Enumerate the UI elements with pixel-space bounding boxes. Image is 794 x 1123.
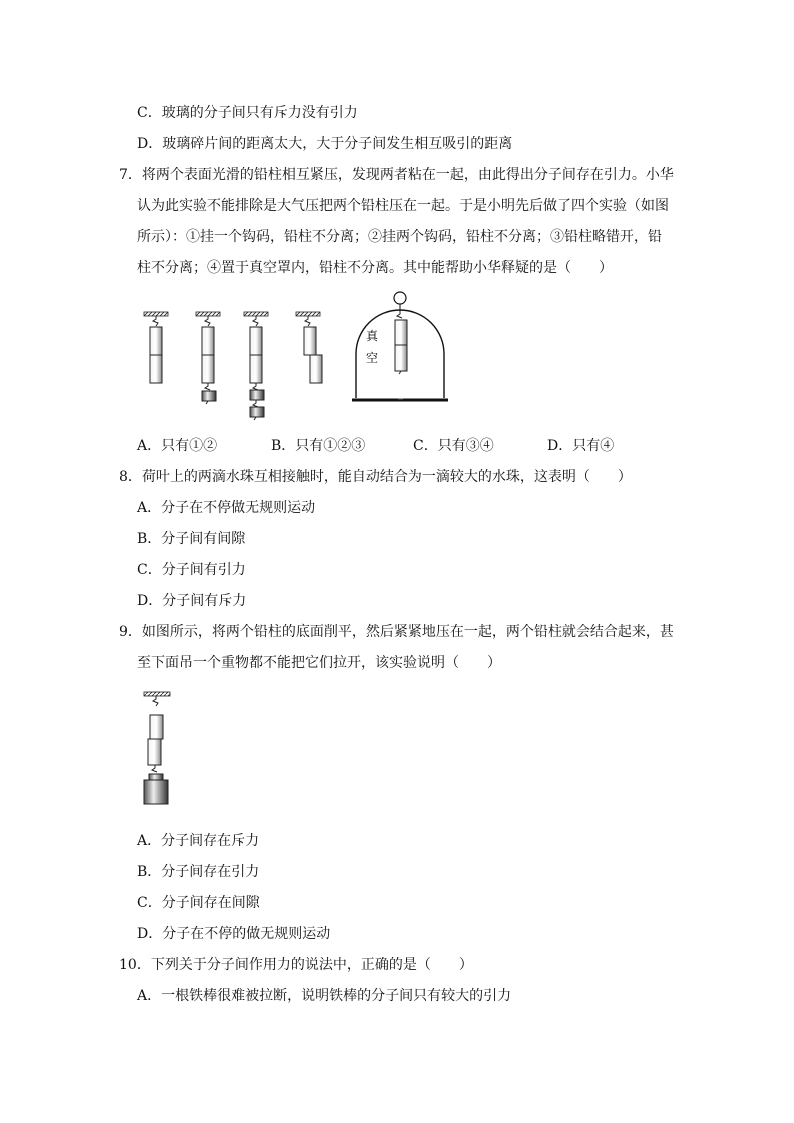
q10-option-a: A．一根铁棒很难被拉断，说明铁棒的分子间只有较大的引力 bbox=[137, 988, 512, 1004]
q9-option-b: B．分子间存在引力 bbox=[137, 864, 260, 880]
q9-option-c: C．分子间存在间隙 bbox=[137, 895, 260, 911]
q7-option-a: A．只有①② bbox=[137, 438, 218, 454]
vacuum-label-bottom: 空 bbox=[366, 351, 379, 365]
experiment-4 bbox=[296, 312, 322, 383]
q8-option-b: B．分子间有间隙 bbox=[137, 531, 246, 547]
q9-stem-line1: 9．如图所示，将两个铅柱的底面削平，然后紧紧地压在一起，两个铅柱就会结合起来，甚 bbox=[119, 624, 674, 640]
q7-stem-line4: 柱不分离；④置于真空罩内，铅柱不分离。其中能帮助小华释疑的是（ ） bbox=[137, 260, 613, 276]
q7-option-c: C．只有③④ bbox=[413, 438, 494, 454]
vacuum-label-top: 真 bbox=[366, 329, 379, 343]
q8-option-c: C．分子间有引力 bbox=[137, 562, 246, 578]
experiment-3 bbox=[244, 312, 268, 420]
q9-stem-line2: 至下面吊一个重物都不能把它们拉开，该实验说明（ ） bbox=[137, 655, 501, 671]
q6-option-c: C．玻璃的分子间只有斥力没有引力 bbox=[137, 105, 358, 121]
experiment-2 bbox=[196, 312, 220, 404]
q7-figure bbox=[140, 288, 460, 428]
q7-stem-line2: 认为此实验不能排除是大气压把两个铅柱压在一起。于是小明先后做了四个实验（如图 bbox=[137, 198, 669, 214]
q7-stem-line3: 所示）：①挂一个钩码，铅柱不分离；②挂两个钩码，铅柱不分离；③铅柱略错开，铅 bbox=[137, 229, 662, 245]
q9-figure bbox=[138, 690, 178, 810]
q9-option-d: D．分子在不停的做无规则运动 bbox=[137, 926, 331, 942]
q7-stem-line1: 7．将两个表面光滑的铅柱相互紧压，发现两者粘在一起，由此得出分子间存在引力。小华 bbox=[119, 167, 674, 183]
q8-option-d: D．分子间有斥力 bbox=[137, 593, 247, 609]
q8-stem: 8．荷叶上的两滴水珠互相接触时，能自动结合为一滴较大的水珠，这表明（ ） bbox=[119, 469, 632, 485]
q8-option-a: A．分子在不停做无规则运动 bbox=[137, 500, 316, 516]
q6-option-d: D．玻璃碎片间的距离太大，大于分子间发生相互吸引的距离 bbox=[137, 136, 513, 152]
q7-option-b: B．只有①②③ bbox=[271, 438, 366, 454]
vacuum-jar bbox=[352, 292, 448, 400]
experiment-1 bbox=[144, 312, 168, 383]
q7-option-d: D．只有④ bbox=[547, 438, 615, 454]
q10-stem: 10．下列关于分子间作用力的说法中，正确的是（ ） bbox=[119, 957, 473, 973]
q9-option-a: A．分子间存在斥力 bbox=[137, 833, 260, 849]
